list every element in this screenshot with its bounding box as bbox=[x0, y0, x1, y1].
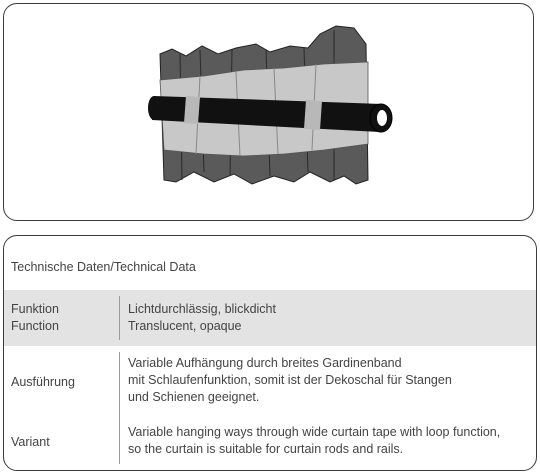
rod-end bbox=[148, 96, 160, 120]
variant-label-de: Ausführung bbox=[11, 375, 75, 389]
variant-label-en: Variant bbox=[11, 435, 50, 449]
tape-loop bbox=[304, 100, 322, 130]
function-label-en: Function bbox=[11, 319, 59, 333]
variant-value-de-line3: und Schienen geeignet. bbox=[128, 390, 260, 404]
table-row-function bbox=[4, 290, 536, 346]
variant-value-en-line2: so the curtain is suitable for curtain rods and rails. bbox=[128, 442, 404, 456]
function-value-en: Translucent, opaque bbox=[128, 319, 242, 333]
column-divider bbox=[119, 296, 120, 340]
function-label-de: Funktion bbox=[11, 302, 59, 316]
column-divider bbox=[119, 352, 120, 464]
variant-value-en-line1: Variable hanging ways through wide curtain tape with loop function, bbox=[128, 425, 501, 439]
variant-value-de-line1: Variable Aufhängung durch breites Gardinenband bbox=[128, 356, 402, 370]
variant-value-de-line2: mit Schlaufenfunktion, somit ist der Dekoschal für Stangen bbox=[128, 373, 452, 387]
technical-data-table bbox=[3, 235, 537, 471]
table-row-variant bbox=[4, 346, 536, 471]
tape-loop bbox=[184, 96, 200, 124]
function-value-de: Lichtdurchlässig, blickdicht bbox=[128, 302, 276, 316]
table-title: Technische Daten/Technical Data bbox=[11, 260, 196, 274]
illustration-frame bbox=[3, 3, 534, 221]
curtain-rod-illustration bbox=[4, 4, 535, 222]
